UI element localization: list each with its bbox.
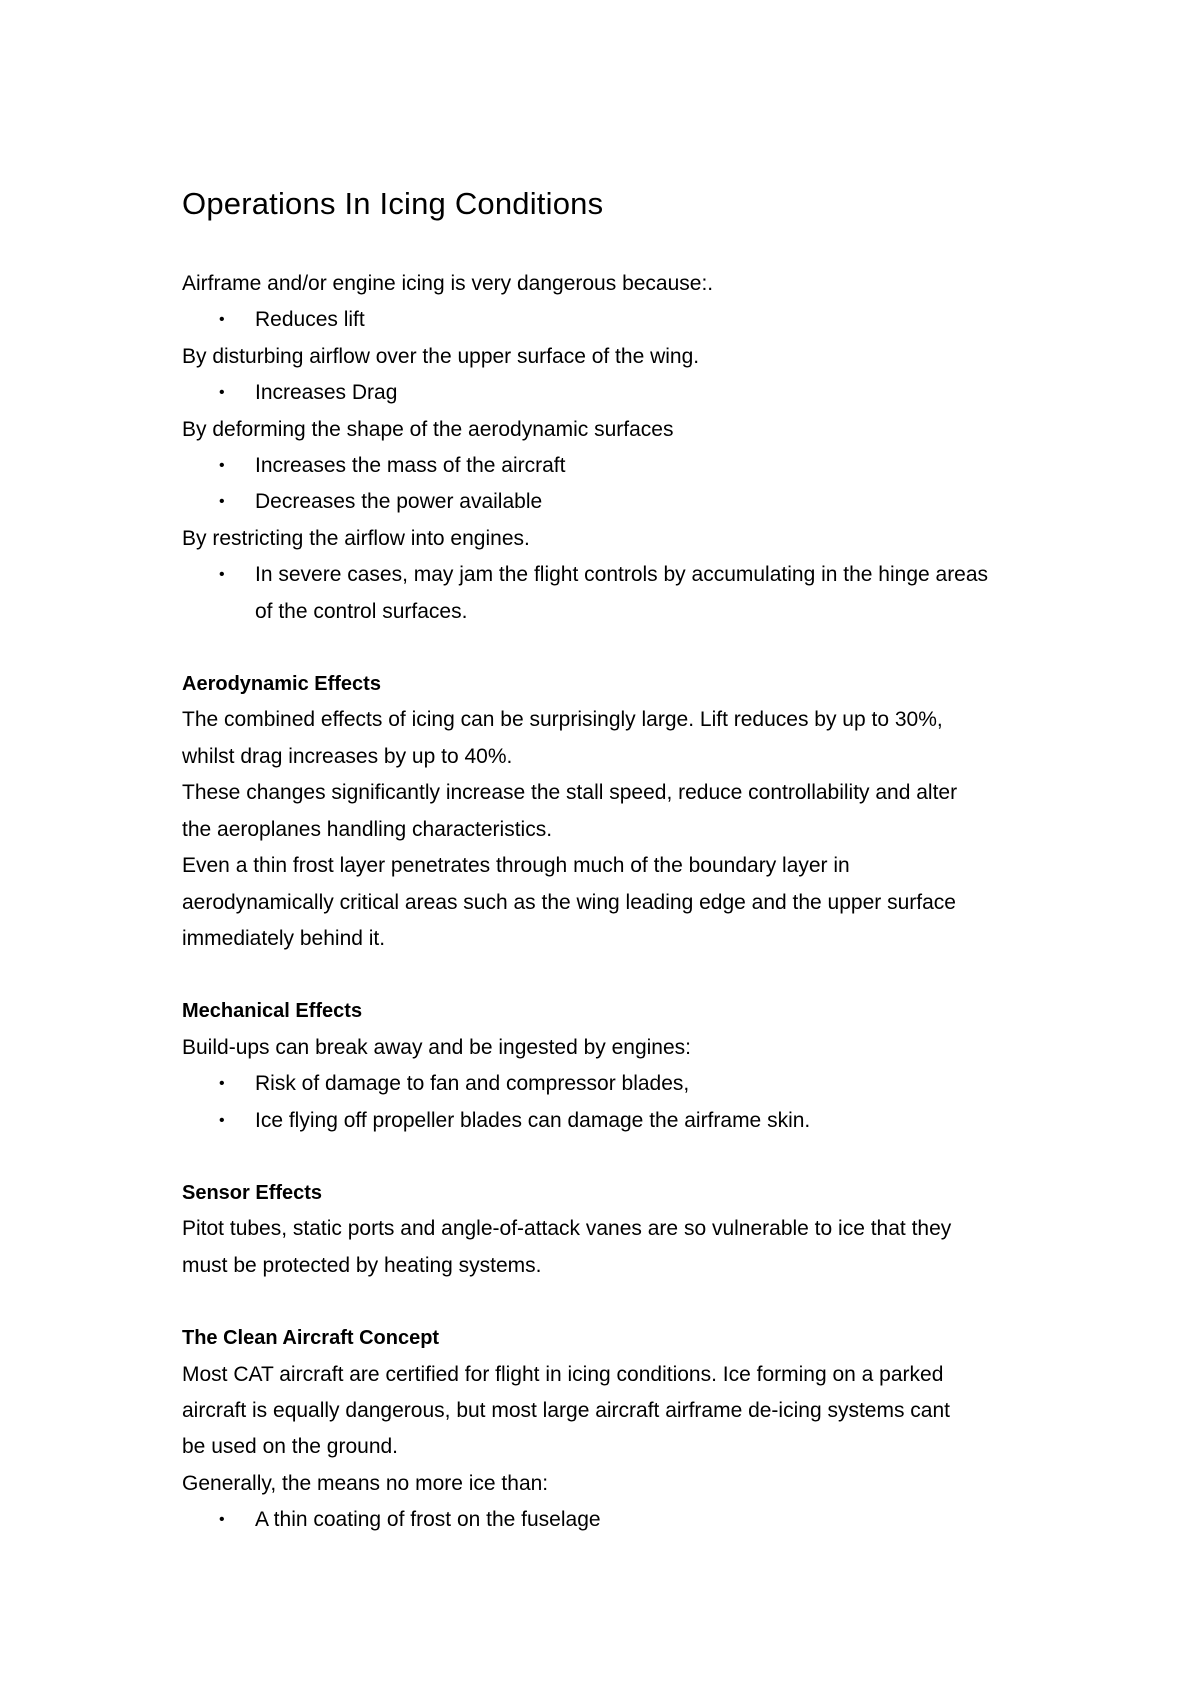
- aero-line-4: the aeroplanes handling characteristics.: [182, 817, 553, 841]
- document-page: [182, 178, 1062, 1539]
- section-heading-clean-aircraft: The Clean Aircraft Concept: [182, 1327, 440, 1350]
- bullet-icon: •: [219, 1111, 225, 1129]
- sensor-line-2: must be protected by heating systems.: [182, 1253, 542, 1277]
- sensor-line-1: Pitot tubes, static ports and angle-of-attack vanes are so vulnerable to ice that they: [182, 1217, 952, 1241]
- aero-line-3: These changes significantly increase the stall speed, reduce controllability and alter: [182, 781, 958, 805]
- bullet-icon: •: [219, 1511, 225, 1529]
- list-item: [182, 1103, 1062, 1139]
- list-item-text: Increases Drag: [255, 381, 398, 405]
- section-heading-mechanical: Mechanical Effects: [182, 1000, 363, 1023]
- list-item-text: Decreases the power available: [255, 490, 543, 514]
- list-item: [182, 302, 1062, 338]
- aero-line-1: The combined effects of icing can be surprisingly large. Lift reduces by up to 30%,: [182, 708, 943, 732]
- bullet-icon: •: [219, 311, 225, 329]
- clean-line-3: be used on the ground.: [182, 1435, 399, 1459]
- aero-line-5: Even a thin frost layer penetrates through much of the boundary layer in: [182, 854, 850, 878]
- section-heading-aerodynamic: Aerodynamic Effects: [182, 673, 381, 696]
- page-title: Operations In Icing Conditions: [182, 186, 604, 221]
- list-item-text: Reduces lift: [255, 308, 365, 332]
- intro-lead: Airframe and/or engine icing is very dangerous because:.: [182, 272, 714, 295]
- list-item: [182, 484, 1062, 520]
- bullet-icon: •: [219, 493, 225, 511]
- section-heading-sensor: Sensor Effects: [182, 1181, 323, 1204]
- bullet-icon: •: [219, 384, 225, 402]
- intro-text-3: By restricting the airflow into engines.: [182, 526, 530, 550]
- aero-line-7: immediately behind it.: [182, 926, 386, 950]
- list-item-text: Increases the mass of the aircraft: [255, 454, 566, 478]
- list-item-text: Risk of damage to fan and compressor blades,: [255, 1072, 690, 1096]
- list-item-text: A thin coating of frost on the fuselage: [255, 1508, 601, 1532]
- list-item: [182, 448, 1062, 484]
- aero-line-6: aerodynamically critical areas such as the wing leading edge and the upper surface: [182, 890, 956, 914]
- list-item: [182, 375, 1062, 411]
- aero-line-2: whilst drag increases by up to 40%.: [182, 744, 513, 768]
- list-item: [182, 1066, 1062, 1102]
- list-item-text: In severe cases, may jam the flight controls by accumulating in the hinge areas of the control surfaces.: [255, 563, 989, 623]
- intro-text-2: By deforming the shape of the aerodynamic surfaces: [182, 417, 674, 441]
- list-item: [182, 1502, 1062, 1538]
- bullet-icon: •: [219, 457, 225, 475]
- intro-text-1: By disturbing airflow over the upper surface of the wing.: [182, 344, 700, 368]
- mech-lead: Build-ups can break away and be ingested by engines:: [182, 1035, 692, 1059]
- clean-line-2: aircraft is equally dangerous, but most large aircraft airframe de-icing systems cant: [182, 1398, 950, 1422]
- list-item-text: Ice flying off propeller blades can damage the airframe skin.: [255, 1108, 811, 1132]
- clean-line-4: Generally, the means no more ice than:: [182, 1471, 549, 1495]
- bullet-icon: •: [219, 566, 225, 584]
- list-item: [182, 557, 995, 630]
- clean-line-1: Most CAT aircraft are certified for flight in icing conditions. Ice forming on a parked: [182, 1362, 944, 1386]
- bullet-icon: •: [219, 1075, 225, 1093]
